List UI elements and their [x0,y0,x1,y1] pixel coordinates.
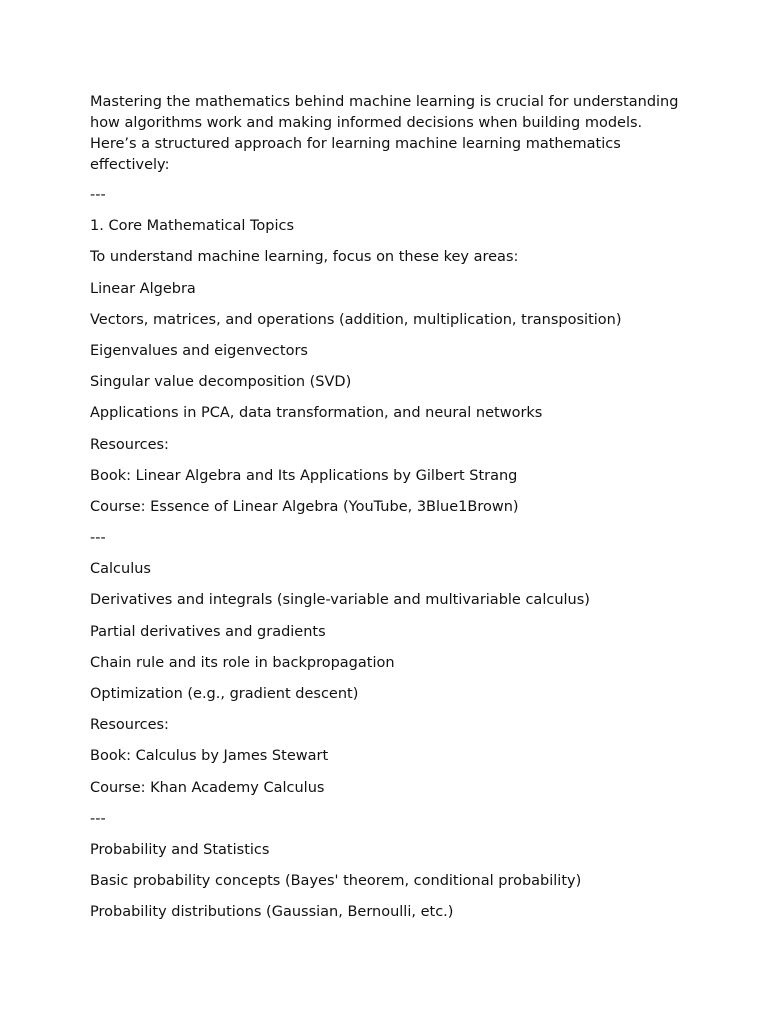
resource-item: Course: Khan Academy Calculus [90,779,325,796]
resources-label: Resources: [90,717,169,734]
topic-heading: Calculus [90,561,151,578]
document-page [90,92,690,934]
text-line: Partial derivatives and gradients [90,623,326,640]
resource-item: Book: Calculus by James Stewart [90,748,329,765]
section-heading: 1. Core Mathematical Topics [90,218,295,235]
separator: --- [90,530,106,547]
topic-heading: Probability and Statistics [90,841,270,858]
separator: --- [90,187,106,203]
topic-heading: Linear Algebra [90,280,196,297]
intro-paragraph: Mastering the mathematics behind machine learning is crucial for understanding how algorithms work and making informed decisions when building models. Here’s a structured approach for learning machine learning mathematics effectively: [90,94,679,173]
text-line: Basic probability concepts (Bayes' theorem, conditional probability) [90,873,582,890]
resource-item: Book: Linear Algebra and Its Applications by Gilbert Strang [90,467,518,484]
separator: --- [90,810,106,827]
text-line: Singular value decomposition (SVD) [90,374,352,391]
text-line: Eigenvalues and eigenvectors [90,342,308,359]
text-line: To understand machine learning, focus on these key areas: [90,249,519,266]
text-line: Derivatives and integrals (single-variable and multivariable calculus) [90,592,590,609]
text-line: Applications in PCA, data transformation, and neural networks [90,405,543,422]
resources-label: Resources: [90,436,169,453]
text-line: Optimization (e.g., gradient descent) [90,686,359,702]
text-line: Vectors, matrices, and operations (addition, multiplication, transposition) [90,311,622,328]
text-line: Probability distributions (Gaussian, Bernoulli, etc.) [90,904,454,921]
text-line: Chain rule and its role in backpropagation [90,654,395,671]
resource-item: Course: Essence of Linear Algebra (YouTube, 3Blue1Brown) [90,498,519,515]
